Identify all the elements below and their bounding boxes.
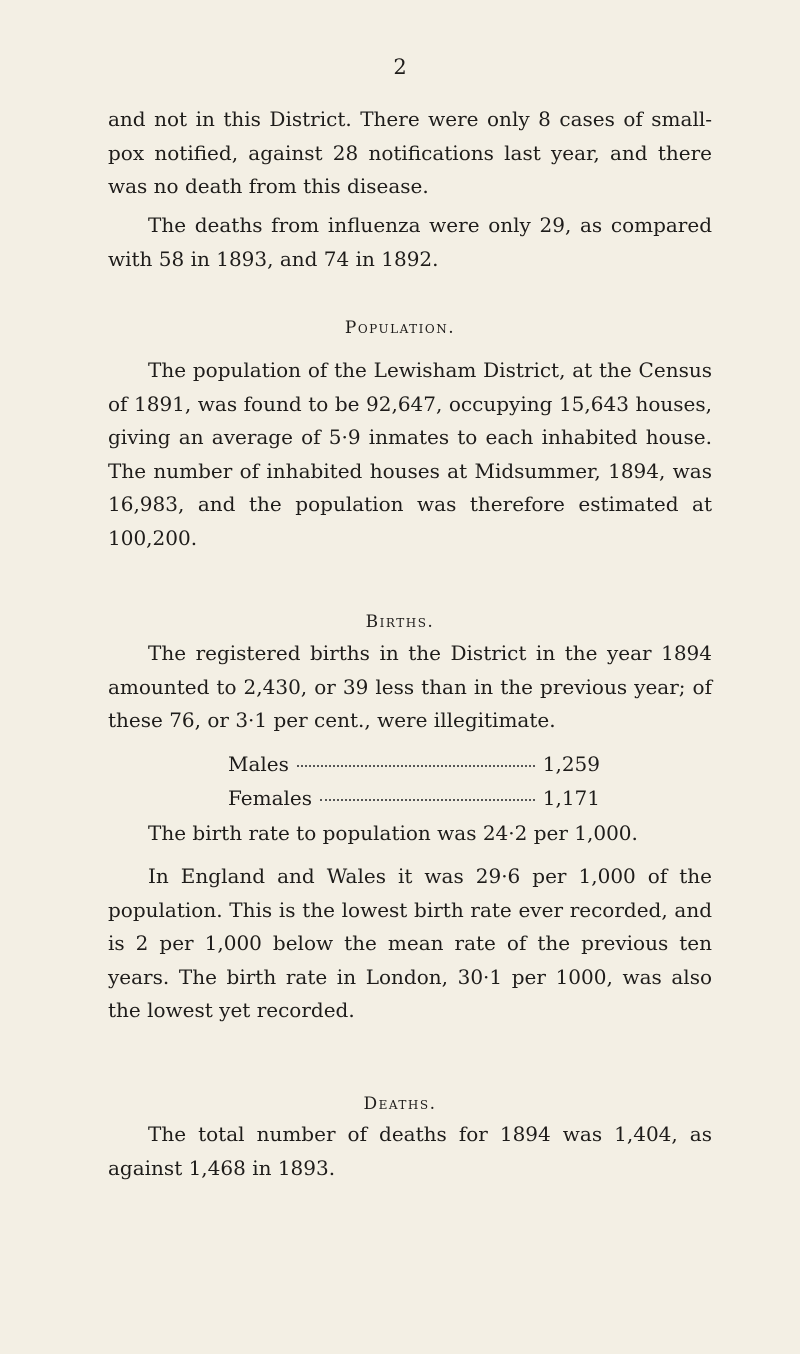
males-label: Males (228, 752, 289, 776)
paragraph-deaths: The total number of deaths for 1894 was 1,404, as against 1,468 in 1893. (108, 1122, 712, 1180)
paragraph-births: The registered births in the District in the year 1894 amounted to 2,430, or 39 less than in the previous year; of these 76, or 3·1 per cent., were illegitimate. (108, 641, 712, 732)
females-value: 1,171 (542, 786, 600, 810)
paragraph-influenza: The deaths from influenza were only 29, as compared with 58 in 1893, and 74 in 1892. (108, 213, 712, 271)
heading-population: Population. (344, 318, 456, 338)
paragraph-england-wales: In England and Wales it was 29·6 per 1,000 of the population. This is the lowest birth rate ever recorded, and is 2 per 1,000 below the mean rate of the previous ten years. The birth rate in London, 30·1 per 1000, was also the lowest yet recorded. (108, 864, 712, 1022)
paragraph-smallpox: and not in this District. There were only 8 cases of small-pox notified, against 28 notifications last year, and there was no death from this disease. (108, 107, 712, 198)
page-number: 2 (393, 55, 407, 79)
paragraph-population: The population of the Lewisham District, at the Census of 1891, was found to be 92,647, occupying 15,643 houses, giving an average of 5·9 inmates to each inhabited house. The number of inhabited houses at Midsummer, 1894, was 16,983, and the population was therefore estimated at 100,200. (108, 358, 712, 550)
heading-deaths: Deaths. (363, 1094, 437, 1114)
females-label: Females (228, 786, 313, 810)
males-value: 1,259 (542, 752, 600, 776)
paragraph-birth-rate: The birth rate to population was 24·2 per 1,000. (148, 821, 638, 845)
dot-leader (320, 799, 535, 801)
heading-births: Births. (365, 612, 435, 632)
births-row-males (228, 752, 600, 782)
births-row-females (228, 786, 600, 816)
dot-leader (297, 765, 535, 767)
